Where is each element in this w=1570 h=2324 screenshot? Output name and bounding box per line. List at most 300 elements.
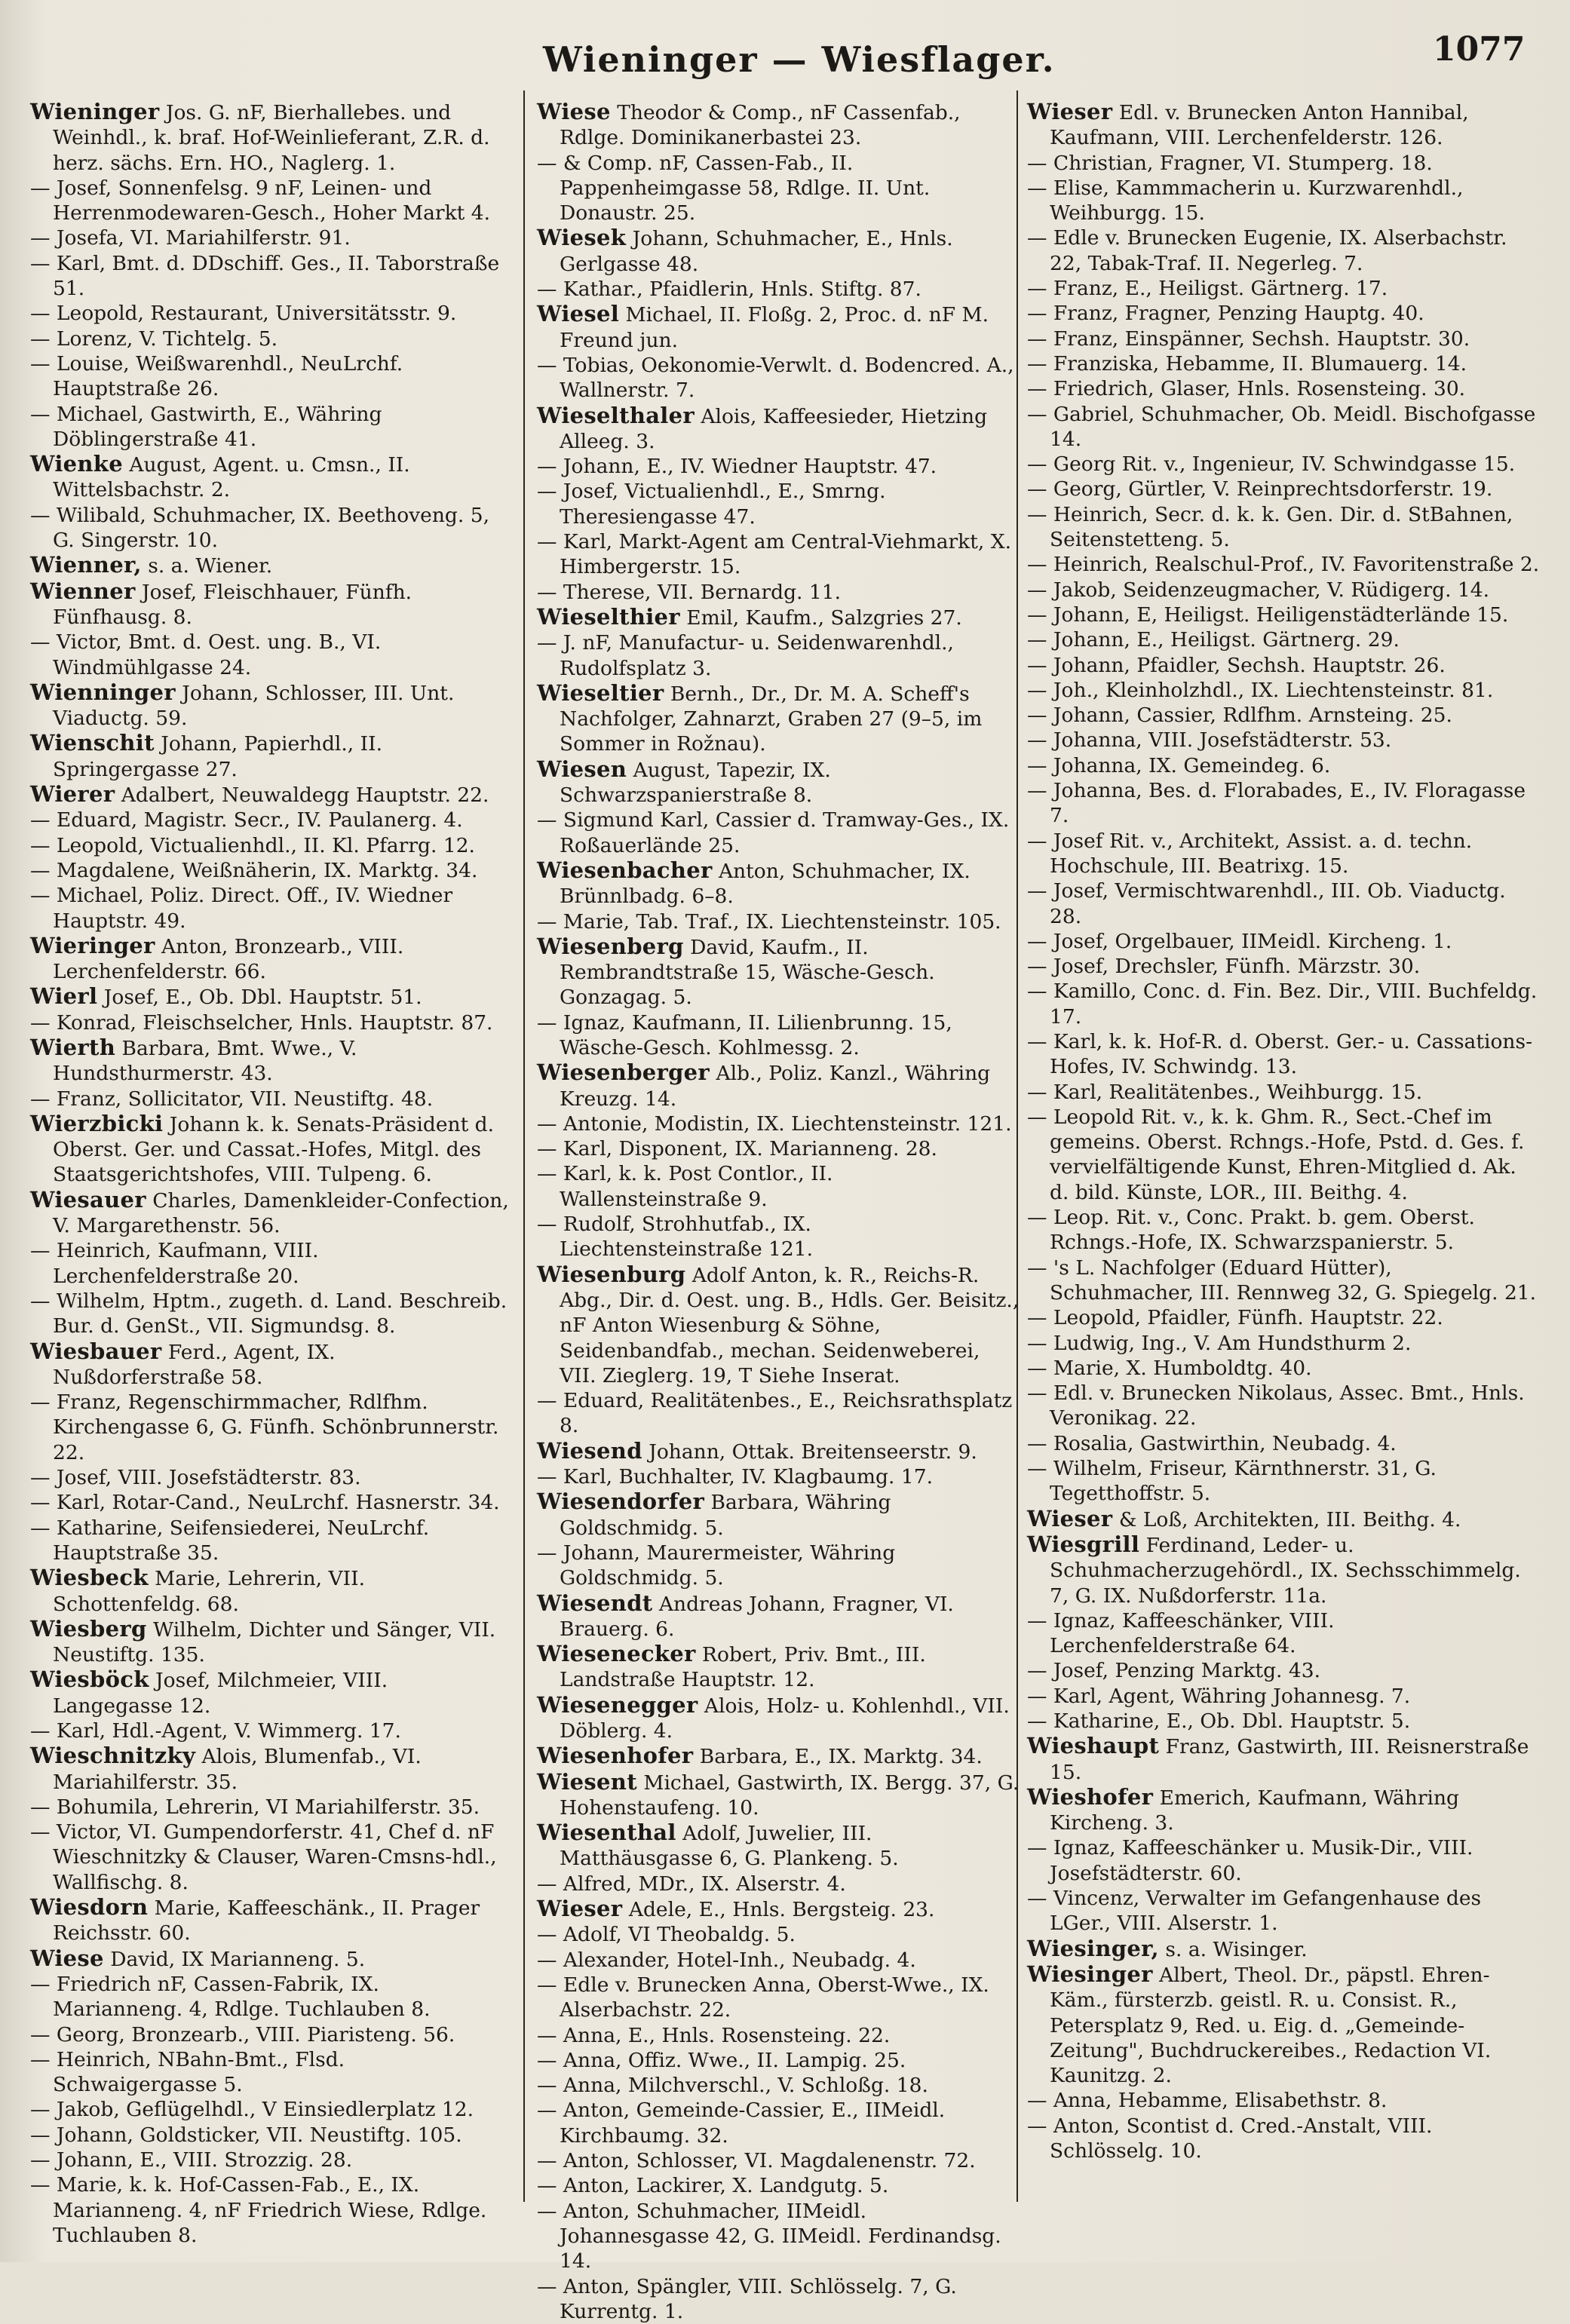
directory-entry — [537, 151, 1020, 226]
entry-details: Andreas Johann, Fragner, VI. Brauerg. 6. — [560, 1592, 954, 1641]
column-middle — [537, 99, 1020, 2323]
entry-details: — Anton, Spängler, VIII. Schlösselg. 7, G. Kurrentg. 1. — [537, 2274, 957, 2323]
entry-surname: Wienninger — [30, 679, 176, 705]
entry-details: — Franz, E., Heiligst. Gärtnerg. 17. — [1027, 277, 1388, 301]
directory-entry — [537, 1541, 1020, 1591]
entry-surname: Wiesauer — [30, 1186, 146, 1213]
directory-entry — [30, 630, 513, 680]
directory-entry — [1027, 1684, 1540, 1709]
directory-entry — [537, 1872, 1020, 1896]
directory-entry — [537, 1262, 1020, 1388]
directory-entry — [1027, 1936, 1540, 1962]
entry-details: August, Tapezir, IX. Schwarzspanierstraße 8. — [560, 758, 831, 808]
entry-surname: Wiesendorfer — [537, 1489, 705, 1515]
entry-details: — Elise, Kammmacherin u. Kurzwarenhdl., Weihburgg. 15. — [1027, 176, 1464, 225]
entry-details: — Kamillo, Conc. d. Fin. Bez. Dir., VIII. Buchfeldg. 17. — [1027, 980, 1538, 1029]
directory-entry — [537, 1439, 1020, 1464]
entry-details: Robert, Priv. Bmt., III. Landstraße Hauptstr. 12. — [560, 1643, 926, 1692]
entry-details: — Anna, Hebamme, Elisabethstr. 8. — [1027, 2089, 1388, 2113]
directory-entry — [537, 934, 1020, 1010]
directory-entry — [537, 1464, 1020, 1489]
directory-entry — [537, 1642, 1020, 1693]
directory-entry — [30, 100, 513, 176]
directory-entry — [30, 1946, 513, 1972]
entry-details: — Karl, k. k. Post Contlor., II. Wallensteinstraße 9. — [537, 1162, 833, 1211]
directory-entry — [30, 1565, 513, 1617]
entry-details: — Anton, Schuhmacher, IIMeidl. Johannesgasse 42, G. IIMeidl. Ferdinandsg. 14. — [537, 2199, 1001, 2273]
entry-surname: Wiesenecker — [537, 1641, 696, 1667]
entry-surname: Wierth — [30, 1034, 116, 1060]
entry-details: — Marie, k. k. Hof-Cassen-Fab., E., IX. Marianneng. 4, nF Friedrich Wiese, Rdlge. Tuchlauben 8. — [30, 2173, 487, 2247]
directory-entry — [537, 858, 1020, 909]
entry-details: Adolf, Juwelier, III. Matthäusgasse 6, G. Plankeng. 5. — [560, 1822, 899, 1871]
directory-entry — [30, 1490, 513, 1515]
entry-list — [1027, 100, 1540, 2163]
entry-details: — Karl, Rotar-Cand., NeuLrchf. Hasnerstr. 34. — [30, 1491, 500, 1515]
entry-details: — J. nF, Manufactur- u. Seidenwarenhdl., Rudolfsplatz 3. — [537, 631, 954, 680]
entry-details: — Alexander, Hotel-Inh., Neubadg. 4. — [537, 1948, 916, 1972]
entry-details: Alois, Kaffeesieder, Hietzing Alleeg. 3. — [560, 404, 988, 453]
directory-entry — [30, 2172, 513, 2248]
entry-details: Adalbert, Neuwaldegg Hauptstr. 22. — [115, 783, 489, 808]
entry-details: — Konrad, Fleischselcher, Hnls. Hauptstr. 87. — [30, 1010, 493, 1035]
entry-details: — Karl, k. k. Hof-R. d. Oberst. Ger.- u. Cassations-Hofes, IV. Schwindg. 13. — [1027, 1029, 1533, 1079]
entry-details: — Ignaz, Kaufmann, II. Lilienbrunng. 15, Wäsche-Gesch. Kohlmessg. 2. — [537, 1010, 952, 1059]
entry-details: — Friedrich, Glaser, Hnls. Rosensteing. 30. — [1027, 377, 1466, 401]
directory-entry — [1027, 1507, 1540, 1532]
directory-entry — [30, 1188, 513, 1239]
entry-surname: Wieshofer — [1027, 1783, 1154, 1810]
entry-details: — Vincenz, Verwalter im Gefangenhause des LGer., VIII. Alserstr. 1. — [1027, 1887, 1482, 1936]
directory-entry — [30, 1465, 513, 1490]
directory-entry — [30, 1617, 513, 1668]
directory-entry — [1027, 703, 1540, 728]
entry-surname: Wiesenberg — [537, 933, 684, 959]
entry-surname: Wiesenegger — [537, 1691, 698, 1718]
entry-details: Johann, Schlosser, III. Unt. Viaductg. 59. — [53, 681, 455, 731]
entry-details: Josef, Milchmeier, VIII. Langegasse 12. — [53, 1669, 388, 1718]
running-head — [0, 29, 1570, 81]
entry-details: Josef, E., Ob. Dbl. Hauptstr. 51. — [97, 986, 422, 1010]
entry-surname: Wienschit — [30, 730, 155, 756]
directory-entry — [537, 1591, 1020, 1642]
directory-entry — [537, 2274, 1020, 2324]
directory-entry — [1027, 653, 1540, 678]
entry-details: — Josefa, VI. Mariahilferstr. 91. — [30, 226, 351, 250]
entry-surname: Wieseltier — [537, 679, 664, 706]
entry-details: — Heinrich, Secr. d. k. k. Gen. Dir. d. StBahnen, Seitenstetteng. 5. — [1027, 502, 1513, 552]
directory-entry — [1027, 1105, 1540, 1205]
entry-details: — Rosalia, Gastwirthin, Neubadg. 4. — [1027, 1431, 1397, 1455]
directory-entry — [1027, 1785, 1540, 1836]
entry-details: — Johann, E., Heiligst. Gärtnerg. 29. — [1027, 628, 1400, 652]
directory-entry — [537, 1010, 1020, 1061]
entry-details: Anton, Schuhmacher, IX. Brünnlbadg. 6–8. — [560, 859, 971, 909]
directory-entry — [1027, 1381, 1540, 1431]
entry-surname: Wiesenthal — [537, 1820, 676, 1846]
directory-entry — [30, 402, 513, 452]
entry-surname: Wiesdorn — [30, 1894, 149, 1921]
entry-details: David, Kaufm., II. Rembrandtstraße 15, Wäsche-Gesch. Gonzagag. 5. — [560, 935, 935, 1010]
entry-details: — Josef, Orgelbauer, IIMeidl. Kircheng. 1. — [1027, 929, 1452, 953]
entry-details: — Therese, VII. Bernardg. 11. — [537, 580, 842, 604]
entry-details: — Edle v. Brunecken Eugenie, IX. Alserbachstr. 22, Tabak-Traf. II. Negerleg. 7. — [1027, 226, 1507, 275]
entry-details: — Johann, E., VIII. Strozzig. 28. — [30, 2148, 353, 2172]
entry-details: David, IX Marianneng. 5. — [103, 1947, 366, 1971]
entry-details: Johann, Schuhmacher, E., Hnls. Gerlgasse 48. — [560, 227, 953, 276]
entry-surname: Wiese — [30, 1945, 104, 1971]
entry-surname: Wiesbauer — [30, 1338, 162, 1364]
directory-entry — [1027, 2114, 1540, 2164]
directory-entry — [1027, 1734, 1540, 1785]
column-left — [30, 99, 513, 2247]
directory-entry — [537, 1489, 1020, 1541]
entry-surname: Wieringer — [30, 932, 155, 958]
directory-entry — [1027, 301, 1540, 326]
entry-surname: Wieschnitzky — [30, 1743, 196, 1769]
directory-entry — [1027, 351, 1540, 376]
entry-details: — & Comp. nF, Cassen-Fab., II. Pappenheimgasse 58, Rdlge. II. Unt. Donaustr. 25. — [537, 151, 931, 225]
directory-entry — [537, 2199, 1020, 2274]
entry-details: — Louise, Weißwarenhdl., NeuLrchf. Hauptstraße 26. — [30, 351, 403, 401]
directory-entry — [537, 225, 1020, 277]
entry-surname: Wiesinger — [1027, 1961, 1153, 1987]
directory-entry — [537, 580, 1020, 605]
directory-entry — [30, 1289, 513, 1339]
entry-details: — Karl, Bmt. d. DDschiff. Ges., II. Taborstraße 51. — [30, 251, 500, 301]
directory-entry — [1027, 1658, 1540, 1683]
entry-details: Barbara, Währing Goldschmidg. 5. — [560, 1491, 891, 1540]
directory-entry — [1027, 327, 1540, 351]
directory-entry — [30, 2022, 513, 2047]
entry-surname: Wienner — [30, 578, 136, 604]
entry-surname: Wiesbeck — [30, 1565, 149, 1591]
entry-details: Jos. G. nF, Bierhallebes. und Weinhdl., k. braf. Hof-Weinlieferant, Z.R. d. herz. sächs. Ern. HO., Naglerg. 1. — [53, 101, 490, 175]
directory-entry — [30, 782, 513, 808]
entry-details: — Friedrich nF, Cassen-Fabrik, IX. Marianneng. 4, Rdlge. Tuchlauben 8. — [30, 1972, 431, 2022]
directory-entry — [1027, 1962, 1540, 2088]
entry-surname: Wieser — [537, 1896, 623, 1922]
entry-details: — Anton, Lackirer, X. Landgutg. 5. — [537, 2174, 889, 2198]
directory-entry — [1027, 578, 1540, 602]
entry-details: — Marie, X. Humboldtg. 40. — [1027, 1356, 1312, 1380]
entry-surname: Wierzbicki — [30, 1110, 164, 1136]
directory-entry — [1027, 276, 1540, 301]
directory-entry — [537, 808, 1020, 858]
entry-surname: Wiesendt — [537, 1590, 653, 1616]
directory-entry — [537, 1693, 1020, 1744]
directory-entry — [30, 1339, 513, 1390]
directory-entry — [30, 2148, 513, 2172]
entry-surname: Wiesek — [537, 225, 627, 251]
entry-details: — Victor, Bmt. d. Oest. ung. B., VI. Windmühlgasse 24. — [30, 630, 382, 679]
directory-entry — [30, 1035, 513, 1087]
entry-details: — Tobias, Oekonomie-Verwlt. d. Bodencred. A., Wallnerstr. 7. — [537, 353, 1014, 403]
directory-entry — [537, 403, 1020, 455]
directory-entry — [537, 1111, 1020, 1136]
entry-details: Emerich, Kaufmann, Währing Kircheng. 3. — [1050, 1786, 1460, 1835]
directory-entry — [1027, 627, 1540, 652]
entry-details: — Heinrich, Kaufmann, VIII. Lerchenfelderstraße 20. — [30, 1239, 319, 1288]
entry-details: — Franziska, Hebamme, II. Blumauerg. 14. — [1027, 351, 1467, 376]
entry-surname: Wiesent — [537, 1768, 637, 1795]
directory-entry — [537, 1212, 1020, 1262]
entry-details: — Josef, VIII. Josefstädterstr. 83. — [30, 1466, 361, 1490]
directory-entry — [1027, 602, 1540, 627]
entry-details: — Karl, Markt-Agent am Central-Viehmarkt, X. Himbergerstr. 15. — [537, 530, 1012, 579]
entry-surname: Wiesenburg — [537, 1261, 686, 1287]
entry-details: Adolf Anton, k. R., Reichs-R. Abg., Dir. d. Oest. ung. B., Hdls. Ger. Beisitz., nF Anton Wiesenburg & Söhne, Seidenbandfab., mechan. Seidenweberei, VII. Zieglerg. 19, T Siehe Inserat. — [560, 1263, 1020, 1387]
entry-details: — Alfred, MDr., IX. Alserstr. 4. — [537, 1872, 846, 1896]
directory-entry — [537, 353, 1020, 403]
entry-details: — Karl, Disponent, IX. Marianneng. 28. — [537, 1137, 937, 1161]
entry-details: — Magdalene, Weißnäherin, IX. Marktg. 34. — [30, 858, 478, 882]
entry-details: — 's L. Nachfolger (Eduard Hütter), Schuhmacher, III. Rennweg 32, G. Spiegelg. 21. — [1027, 1256, 1537, 1305]
directory-entry — [1027, 1256, 1540, 1306]
directory-entry — [1027, 2088, 1540, 2113]
directory-entry — [537, 2048, 1020, 2073]
entry-details: Josef, Fleischhauer, Fünfh. Fünfhausg. 8. — [53, 580, 412, 629]
entry-details: — Anton, Schlosser, VI. Magdalenenstr. 72. — [537, 2149, 976, 2173]
entry-details: — Johann, E, Heiligst. Heiligenstädterlände 15. — [1027, 602, 1509, 627]
entry-details: & Loß, Architekten, III. Beithg. 4. — [1112, 1507, 1461, 1531]
directory-entry — [30, 1087, 513, 1111]
directory-entry — [1027, 502, 1540, 553]
directory-entry — [537, 1922, 1020, 1947]
directory-entry — [537, 2023, 1020, 2048]
entry-details: — Leopold, Victualienhdl., II. Kl. Pfarrg. 12. — [30, 833, 475, 857]
page-title: Wieninger — Wiesflager. — [543, 39, 1056, 80]
entry-surname: Wiesböck — [30, 1666, 149, 1693]
entry-details: — Johann, Maurermeister, Währing Goldschmidg. 5. — [537, 1541, 896, 1590]
directory-entry — [537, 277, 1020, 302]
directory-entry — [30, 225, 513, 250]
entry-details: — Jakob, Seidenzeugmacher, V. Rüdigerg. 14. — [1027, 578, 1490, 602]
entry-surname: Wieser — [1027, 99, 1113, 124]
entry-details: — Edle v. Brunecken Anna, Oberst-Wwe., IX. Alserbachstr. 22. — [537, 1973, 989, 2022]
directory-entry — [537, 100, 1020, 151]
entry-details: Alb., Poliz. Kanzl., Währing Kreuzg. 14. — [560, 1062, 991, 1111]
entry-details: — Marie, Tab. Traf., IX. Liechtensteinstr. 105. — [537, 909, 1001, 934]
entry-details: — Josef, Sonnenfelsg. 9 nF, Leinen- und Herrenmodewaren-Gesch., Hoher Markt 4. — [30, 176, 491, 225]
entry-surname: Wiesgrill — [1027, 1531, 1140, 1557]
directory-entry — [1027, 829, 1540, 879]
directory-entry — [537, 630, 1020, 681]
directory-entry — [30, 934, 513, 985]
directory-entry — [1027, 1709, 1540, 1734]
directory-entry — [30, 2097, 513, 2122]
directory-entry — [537, 1161, 1020, 1212]
entry-details: — Franz, Regenschirmmacher, Rdlfhm. Kirchengasse 6, G. Fünfh. Schönbrunnerstr. 22. — [30, 1390, 499, 1464]
entry-details: — Katharine, Seifensiederei, NeuLrchf. Hauptstraße 35. — [30, 1516, 430, 1565]
entry-details: Franz, Gastwirth, III. Reisnerstraße 15. — [1050, 1735, 1529, 1784]
directory-entry — [30, 1010, 513, 1035]
entry-details: — Michael, Gastwirth, E., Währing Döblingerstraße 41. — [30, 402, 382, 451]
directory-entry — [1027, 1029, 1540, 1080]
directory-entry — [30, 2047, 513, 2098]
directory-entry — [1027, 1532, 1540, 1608]
directory-entry — [30, 301, 513, 326]
directory-entry — [537, 2098, 1020, 2148]
entry-details: — Wilhelm, Hptm., zugeth. d. Land. Beschreib. Bur. d. GenSt., VII. Sigmundsg. 8. — [30, 1289, 507, 1338]
entry-details: Alois, Holz- u. Kohlenhdl., VII. Döblerg. 4. — [560, 1694, 1010, 1743]
directory-entry — [537, 681, 1020, 757]
entry-details: — Anna, E., Hnls. Rosensteing. 22. — [537, 2023, 891, 2047]
directory-entry — [30, 984, 513, 1010]
entry-details: — Michael, Poliz. Direct. Off., IV. Wiedner Hauptstr. 49. — [30, 884, 453, 933]
directory-entry — [1027, 728, 1540, 753]
entry-surname: Wiesenbacher — [537, 857, 713, 883]
entry-details: — Anton, Gemeinde-Cassier, E., IIMeidl. Kirchbaumg. 32. — [537, 2099, 946, 2148]
directory-entry — [537, 605, 1020, 630]
directory-entry — [1027, 1356, 1540, 1381]
directory-entry — [1027, 753, 1540, 778]
entry-details: — Johann, Pfaidler, Sechsh. Hauptstr. 26. — [1027, 653, 1446, 677]
entry-details: Barbara, Bmt. Wwe., V. Hundsthurmerstr. 43. — [53, 1036, 357, 1086]
directory-entry — [537, 1060, 1020, 1111]
entry-details: — Ignaz, Kaffeeschänker u. Musik-Dir., VIII. Josefstädterstr. 60. — [1027, 1836, 1473, 1885]
entry-surname: Wierer — [30, 781, 115, 808]
entry-surname: Wiesen — [537, 756, 627, 782]
entry-details: — Karl, Hdl.-Agent, V. Wimmerg. 17. — [30, 1719, 401, 1743]
directory-entry — [1027, 878, 1540, 929]
entry-details: — Josef, Drechsler, Fünfh. Märzstr. 30. — [1027, 955, 1421, 979]
directory-entry — [30, 1516, 513, 1566]
directory-entry — [1027, 1456, 1540, 1507]
entry-details: — Georg, Gürtler, V. Reinprechtsdorferstr. 19. — [1027, 477, 1493, 501]
entry-details: — Kathar., Pfaidlerin, Hnls. Stiftg. 87. — [537, 277, 921, 302]
directory-entry — [30, 1718, 513, 1743]
entry-details: — Bohumila, Lehrerin, VI Mariahilferstr. 35. — [30, 1795, 480, 1819]
entry-list — [537, 100, 1020, 2324]
entry-details: — Franz, Sollicitator, VII. Neustiftg. 48. — [30, 1087, 434, 1111]
directory-entry — [30, 1895, 513, 1946]
directory-entry — [1027, 1886, 1540, 1936]
entry-surname: Wierl — [30, 983, 98, 1010]
entry-details: — Leopold Rit. v., k. k. Ghm. R., Sect.-Chef im gemeins. Oberst. Rchngs.-Hofe, Pstd. d. Ges. f. vervielfältigende Kunst, Ehren-Mitglied d. Ak. d. bild. Künste, LOR., III. Beithg. 4. — [1027, 1105, 1525, 1204]
directory-entry — [30, 553, 513, 578]
entry-details: — Josef, Penzing Marktg. 43. — [1027, 1659, 1321, 1683]
directory-entry — [30, 1820, 513, 1895]
directory-entry — [30, 883, 513, 934]
entry-details: — Heinrich, NBahn-Bmt., Flsd. Schwaigergasse 5. — [30, 2047, 345, 2097]
entry-surname: Wienner, — [30, 552, 142, 578]
entry-surname: Wienke — [30, 451, 123, 477]
directory-entry — [30, 1111, 513, 1188]
directory-entry — [30, 579, 513, 630]
entry-details: August, Agent. u. Cmsn., II. Wittelsbachstr. 2. — [53, 453, 410, 502]
column-divider — [523, 90, 525, 2202]
directory-entry — [537, 1820, 1020, 1872]
directory-entry — [30, 251, 513, 302]
entry-details: — Leopold, Restaurant, Universitätsstr. 9. — [30, 302, 457, 326]
entry-details: Ferdinand, Leder- u. Schuhmacherzugehördl., IX. Sechsschimmelg. 7, G. IX. Nußdorferstr. 11a. — [1050, 1533, 1521, 1608]
entry-details: Marie, Lehrerin, VII. Schottenfeldg. 68. — [53, 1567, 366, 1616]
entry-details: — Eduard, Magistr. Secr., IV. Paulanerg. 4. — [30, 808, 463, 832]
entry-details: Emil, Kaufm., Salzgries 27. — [679, 606, 962, 630]
entry-details: — Anna, Milchverschl., V. Schloßg. 18. — [537, 2074, 928, 2098]
directory-entry — [30, 1743, 513, 1795]
directory-entry — [537, 1948, 1020, 1973]
entry-details: — Leopold, Pfaidler, Fünfh. Hauptstr. 22. — [1027, 1306, 1443, 1330]
entry-details: Theodor & Comp., nF Cassenfab., Rdlge. Dominikanerbastei 23. — [560, 101, 961, 150]
entry-details: — Karl, Realitätenbes., Weihburgg. 15. — [1027, 1080, 1423, 1104]
directory-entry — [537, 1770, 1020, 1821]
entry-surname: Wieshaupt — [1027, 1733, 1160, 1759]
directory-entry — [30, 731, 513, 782]
column-right — [1027, 100, 1540, 2241]
entry-details: — Eduard, Realitätenbes., E., Reichsrathsplatz 8. — [537, 1389, 1013, 1438]
directory-entry — [30, 1667, 513, 1718]
entry-details: — Rudolf, Strohhutfab., IX. Liechtensteinstraße 121. — [537, 1213, 814, 1262]
directory-entry — [537, 302, 1020, 353]
entry-details: — Katharine, E., Ob. Dbl. Hauptstr. 5. — [1027, 1709, 1411, 1733]
entry-details: — Karl, Agent, Währing Johannesg. 7. — [1027, 1684, 1411, 1708]
entry-details: Barbara, E., IX. Marktg. 34. — [693, 1745, 983, 1769]
entry-details: — Johanna, IX. Gemeindeg. 6. — [1027, 753, 1331, 777]
directory-entry — [30, 351, 513, 402]
entry-details: — Franz, Fragner, Penzing Hauptg. 40. — [1027, 302, 1424, 326]
entry-details: — Adolf, VI Theobaldg. 5. — [537, 1923, 796, 1947]
directory-entry — [30, 1238, 513, 1289]
directory-entry — [1027, 100, 1540, 151]
entry-details: — Anna, Offiz. Wwe., II. Lampig. 25. — [537, 2048, 906, 2072]
entry-details: — Josef Rit. v., Architekt, Assist. a. d. techn. Hochschule, III. Beatrixg. 15. — [1027, 829, 1473, 878]
entry-details: Edl. v. Brunecken Anton Hannibal, Kaufmann, VIII. Lerchenfelderstr. 126. — [1050, 101, 1469, 150]
directory-entry — [537, 2173, 1020, 2198]
directory-entry — [30, 2123, 513, 2148]
entry-details: — Anton, Scontist d. Cred.-Anstalt, VIII. Schlösselg. 10. — [1027, 2114, 1433, 2163]
entry-details: Michael, Gastwirth, IX. Bergg. 37, G. Hohenstaufeng. 10. — [560, 1771, 1020, 1820]
entry-details: Johann, Ottak. Breitenseerstr. 9. — [642, 1439, 977, 1464]
entry-details: — Georg Rit. v., Ingenieur, IV. Schwindgasse 15. — [1027, 452, 1516, 477]
directory-entry — [30, 1972, 513, 2022]
entry-details: — Lorenz, V. Tichtelg. 5. — [30, 327, 278, 351]
directory-entry — [30, 176, 513, 226]
entry-details: Marie, Kaffeeschänk., II. Prager Reichsstr. 60. — [53, 1896, 480, 1945]
entry-details: — Karl, Buchhalter, IV. Klagbaumg. 17. — [537, 1465, 934, 1489]
directory-entry — [1027, 402, 1540, 452]
entry-details: — Leop. Rit. v., Conc. Prakt. b. gem. Oberst. Rchngs.-Hofe, IX. Schwarzspanierstr. 5. — [1027, 1206, 1475, 1255]
entry-details: — Josef, Victualienhdl., E., Smrng. Theresiengasse 47. — [537, 480, 886, 529]
entry-details: — Johanna, Bes. d. Florabades, E., IV. Floragasse 7. — [1027, 779, 1526, 828]
directory-entry — [537, 1136, 1020, 1161]
entry-details: — Georg, Bronzearb., VIII. Piaristeng. 56. — [30, 2022, 455, 2047]
directory-entry — [1027, 1431, 1540, 1456]
entry-details: — Josef, Vermischtwarenhdl., III. Ob. Viaductg. 28. — [1027, 879, 1506, 928]
entry-details: — Victor, VI. Gumpendorferstr. 41, Chef d. nF Wieschnitzky & Clauser, Waren-Cmsns-hdl., Wallfischg. 8. — [30, 1820, 497, 1894]
directory-entry — [30, 503, 513, 553]
directory-entry — [537, 2073, 1020, 2098]
directory-entry — [30, 833, 513, 858]
entry-list — [30, 100, 513, 2248]
entry-details: Alois, Blumenfab., VI. Mariahilferstr. 35. — [53, 1745, 422, 1794]
entry-surname: Wiesenberger — [537, 1059, 710, 1086]
entry-details: — Christian, Fragner, VI. Stumperg. 18. — [1027, 151, 1433, 175]
directory-entry — [30, 1390, 513, 1465]
directory-entry — [1027, 225, 1540, 276]
directory-entry — [1027, 778, 1540, 829]
directory-entry — [30, 1795, 513, 1820]
directory-entry — [1027, 151, 1540, 176]
entry-details: s. a. Wisinger. — [1158, 1937, 1308, 1961]
directory-entry — [1027, 376, 1540, 401]
directory-entry — [1027, 452, 1540, 477]
entry-details: — Johann, Goldsticker, VII. Neustiftg. 105. — [30, 2123, 462, 2147]
directory-entry — [537, 479, 1020, 529]
directory-entry — [30, 680, 513, 731]
directory-entry — [537, 2148, 1020, 2173]
